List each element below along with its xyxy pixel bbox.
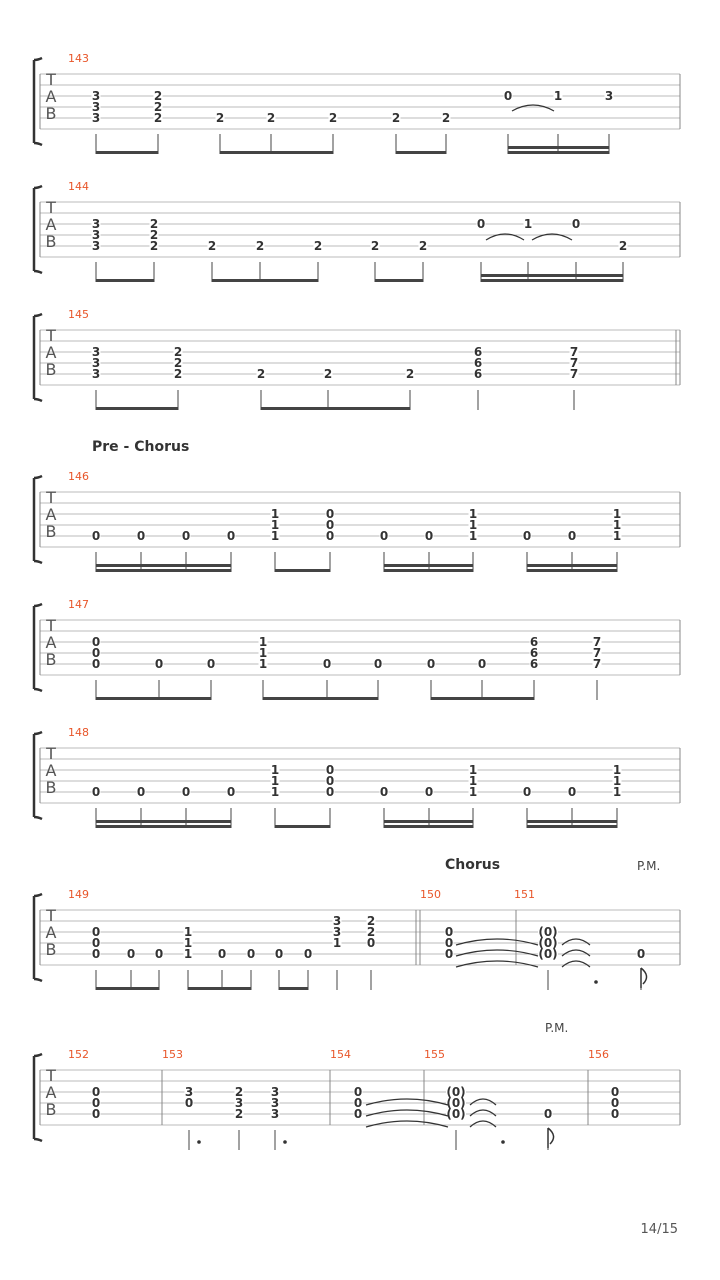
tab-clef-letter: B: [45, 104, 57, 123]
fret-number: 2: [266, 111, 276, 125]
bar-number: 150: [420, 888, 441, 901]
note-beam: [396, 151, 446, 154]
tab-clef-letter: T: [46, 906, 56, 925]
note-beam: [96, 697, 211, 700]
fret-number: 1: [612, 785, 622, 799]
fret-number: 3: [91, 356, 101, 370]
fret-number: 3: [91, 89, 101, 103]
fret-number: 1: [468, 529, 478, 543]
fret-number: 0: [610, 1085, 620, 1099]
fret-number: 1: [332, 936, 342, 950]
dot-rhythm: [197, 1140, 201, 1144]
fret-number: 0: [444, 947, 454, 961]
bar-number: 155: [424, 1048, 445, 1061]
fret-number: 0: [522, 785, 532, 799]
fret-number: 0: [571, 217, 581, 231]
system-bracket: [34, 894, 42, 981]
fret-number: 6: [529, 657, 539, 671]
bar-number: 145: [68, 308, 89, 321]
system-bracket: [34, 1054, 42, 1141]
fret-number: 1: [523, 217, 533, 231]
tab-clef-letter: B: [45, 1100, 57, 1119]
tab-clef-letter: A: [45, 87, 57, 106]
note-beam: [384, 825, 473, 828]
palm-mute-label: P.M.: [637, 859, 661, 873]
tie-arc: [562, 961, 590, 967]
fret-number: 2: [207, 239, 217, 253]
note-beam: [96, 820, 231, 823]
fret-number: 0: [424, 785, 434, 799]
fret-number: 0: [424, 529, 434, 543]
dot-rhythm: [594, 980, 598, 984]
fret-number: 7: [592, 646, 602, 660]
note-beam: [384, 564, 473, 567]
fret-number: 0: [91, 925, 101, 939]
fret-number: 0: [184, 1096, 194, 1110]
tie-arc: [470, 1121, 496, 1127]
dot-rhythm: [501, 1140, 505, 1144]
fret-number: (0): [446, 1107, 466, 1121]
dot-rhythm: [283, 1140, 287, 1144]
fret-number: 1: [612, 507, 622, 521]
fret-number: 2: [153, 100, 163, 114]
note-beam: [384, 569, 473, 572]
system-bracket: [34, 732, 42, 819]
note-beam: [508, 146, 609, 149]
fret-number: 2: [256, 367, 266, 381]
tie-arc: [470, 1099, 496, 1105]
fret-number: 0: [91, 1096, 101, 1110]
fret-number: 1: [183, 936, 193, 950]
fret-number: 0: [226, 785, 236, 799]
fret-number: 0: [610, 1096, 620, 1110]
fret-number: 0: [366, 936, 376, 950]
tab-clef-letter: A: [45, 761, 57, 780]
tab-clef-letter: T: [46, 1066, 56, 1085]
fret-number: 2: [173, 356, 183, 370]
bar-number: 149: [68, 888, 89, 901]
fret-number: 3: [91, 217, 101, 231]
system-bracket: [34, 604, 42, 691]
tie-arc: [562, 950, 590, 956]
note-beam: [384, 820, 473, 823]
tie-arc: [562, 939, 590, 945]
fret-number: 0: [444, 936, 454, 950]
system-bracket: [34, 476, 42, 563]
fret-number: 0: [322, 657, 332, 671]
fret-number: 1: [258, 646, 268, 660]
fret-number: 0: [181, 529, 191, 543]
fret-number: 0: [476, 217, 486, 231]
system-bracket: [34, 314, 42, 401]
fret-number: 7: [569, 345, 579, 359]
tie-arc: [366, 1110, 448, 1116]
tie-arc: [456, 950, 538, 956]
fret-number: 0: [274, 947, 284, 961]
fret-number: 2: [323, 367, 333, 381]
fret-number: 0: [353, 1085, 363, 1099]
fret-number: 2: [153, 111, 163, 125]
fret-number: 0: [567, 529, 577, 543]
note-beam: [96, 151, 158, 154]
tab-clef-letter: B: [45, 940, 57, 959]
fret-number: 2: [366, 925, 376, 939]
fret-number: 1: [468, 785, 478, 799]
fret-number: 6: [529, 646, 539, 660]
bar-number: 151: [514, 888, 535, 901]
fret-number: 1: [612, 518, 622, 532]
fret-number: 2: [391, 111, 401, 125]
fret-number: 1: [258, 657, 268, 671]
fret-number: 7: [592, 635, 602, 649]
fret-number: 0: [503, 89, 513, 103]
tab-system: [34, 476, 680, 572]
fret-number: 0: [325, 507, 335, 521]
fret-number: 2: [418, 239, 428, 253]
palm-mute-label: P.M.: [545, 1021, 569, 1035]
fret-number: 3: [270, 1096, 280, 1110]
tab-clef-letter: A: [45, 215, 57, 234]
note-beam: [96, 564, 231, 567]
tab-clef-letter: B: [45, 232, 57, 251]
tab-system: [34, 732, 680, 828]
fret-number: 1: [612, 774, 622, 788]
tab-clef-letter: A: [45, 505, 57, 524]
tab-clef-letter: B: [45, 778, 57, 797]
fret-number: 2: [255, 239, 265, 253]
tie-arc: [512, 105, 554, 111]
fret-number: (0): [538, 947, 558, 961]
note-beam: [263, 697, 378, 700]
tab-system: [34, 604, 680, 700]
note-beam: [527, 564, 617, 567]
bar-number: 144: [68, 180, 89, 193]
system-bracket: [34, 186, 42, 273]
tie-arc: [470, 1110, 496, 1116]
fret-number: 3: [91, 100, 101, 114]
note-beam: [212, 279, 318, 282]
note-flag: [548, 1128, 554, 1148]
fret-number: (0): [538, 936, 558, 950]
fret-number: 2: [149, 239, 159, 253]
fret-number: 0: [136, 785, 146, 799]
fret-number: 0: [373, 657, 383, 671]
fret-number: 0: [379, 529, 389, 543]
fret-number: 0: [325, 785, 335, 799]
note-beam: [527, 569, 617, 572]
fret-number: 0: [181, 785, 191, 799]
fret-number: 0: [136, 529, 146, 543]
note-flag: [641, 968, 647, 988]
fret-number: 0: [154, 947, 164, 961]
fret-number: 1: [612, 763, 622, 777]
fret-number: (0): [446, 1085, 466, 1099]
tie-arc: [456, 961, 538, 967]
tab-system: [34, 314, 680, 410]
note-beam: [375, 279, 423, 282]
note-beam: [96, 987, 159, 990]
fret-number: 0: [636, 947, 646, 961]
tab-clef-letter: A: [45, 1083, 57, 1102]
fret-number: 1: [270, 518, 280, 532]
fret-number: 0: [325, 518, 335, 532]
fret-number: 0: [91, 936, 101, 950]
fret-number: 3: [91, 367, 101, 381]
fret-number: 1: [183, 925, 193, 939]
tab-clef-letter: T: [46, 70, 56, 89]
fret-number: 1: [270, 763, 280, 777]
fret-number: 1: [270, 529, 280, 543]
fret-number: 1: [270, 774, 280, 788]
tab-clef-letter: B: [45, 650, 57, 669]
tab-clef-letter: B: [45, 360, 57, 379]
fret-number: 1: [258, 635, 268, 649]
tab-clef-letter: T: [46, 616, 56, 635]
tie-arc: [366, 1121, 448, 1127]
note-beam: [481, 279, 623, 282]
fret-number: (0): [446, 1096, 466, 1110]
fret-number: 3: [332, 925, 342, 939]
fret-number: 2: [618, 239, 628, 253]
bar-number: 148: [68, 726, 89, 739]
fret-number: 3: [604, 89, 614, 103]
fret-number: 0: [567, 785, 577, 799]
fret-number: 2: [366, 914, 376, 928]
fret-number: 0: [91, 947, 101, 961]
tab-system: [34, 58, 680, 154]
fret-number: 3: [184, 1085, 194, 1099]
fret-number: 0: [426, 657, 436, 671]
fret-number: 3: [91, 345, 101, 359]
fret-number: 7: [569, 356, 579, 370]
note-beam: [431, 697, 534, 700]
fret-number: 1: [468, 507, 478, 521]
note-beam: [96, 825, 231, 828]
fret-number: 0: [246, 947, 256, 961]
fret-number: 6: [473, 345, 483, 359]
fret-number: 1: [468, 763, 478, 777]
fret-number: 2: [173, 367, 183, 381]
tab-system: [34, 186, 680, 282]
section-label-pre-chorus: Pre - Chorus: [92, 439, 190, 455]
tab-clef-letter: A: [45, 343, 57, 362]
fret-number: (0): [538, 925, 558, 939]
fret-number: 0: [477, 657, 487, 671]
note-beam: [96, 407, 178, 410]
fret-number: 0: [379, 785, 389, 799]
fret-number: 0: [353, 1107, 363, 1121]
bar-number: 153: [162, 1048, 183, 1061]
fret-number: 1: [468, 774, 478, 788]
fret-number: 0: [353, 1096, 363, 1110]
fret-number: 2: [328, 111, 338, 125]
fret-number: 1: [553, 89, 563, 103]
fret-number: 0: [303, 947, 313, 961]
fret-number: 2: [215, 111, 225, 125]
note-beam: [508, 151, 609, 154]
fret-number: 3: [91, 111, 101, 125]
tab-clef-letter: T: [46, 198, 56, 217]
section-label-chorus: Chorus: [445, 857, 501, 873]
tab-clef-letter: T: [46, 326, 56, 345]
fret-number: 2: [370, 239, 380, 253]
bar-number: 152: [68, 1048, 89, 1061]
tie-arc: [366, 1099, 448, 1105]
fret-number: 0: [91, 785, 101, 799]
fret-number: 0: [154, 657, 164, 671]
tie-arc: [456, 939, 538, 945]
fret-number: 6: [473, 356, 483, 370]
fret-number: 3: [234, 1096, 244, 1110]
note-beam: [96, 569, 231, 572]
fret-number: 3: [332, 914, 342, 928]
page-number: 14/15: [640, 1222, 678, 1237]
note-beam: [188, 987, 251, 990]
fret-number: 2: [234, 1107, 244, 1121]
note-beam: [220, 151, 333, 154]
fret-number: 0: [91, 529, 101, 543]
fret-number: 0: [91, 657, 101, 671]
fret-number: 0: [610, 1107, 620, 1121]
fret-number: 2: [405, 367, 415, 381]
note-beam: [527, 820, 617, 823]
fret-number: 0: [91, 1107, 101, 1121]
note-beam: [96, 279, 154, 282]
note-beam: [481, 274, 623, 277]
fret-number: 2: [441, 111, 451, 125]
fret-number: 0: [325, 763, 335, 777]
fret-number: 0: [91, 635, 101, 649]
fret-number: 7: [569, 367, 579, 381]
note-beam: [275, 825, 330, 828]
fret-number: 0: [226, 529, 236, 543]
system-bracket: [34, 58, 42, 145]
note-beam: [275, 569, 330, 572]
fret-number: 0: [206, 657, 216, 671]
fret-number: 0: [91, 1085, 101, 1099]
bar-number: 156: [588, 1048, 609, 1061]
fret-number: 7: [592, 657, 602, 671]
tab-clef-letter: B: [45, 522, 57, 541]
fret-number: 2: [149, 228, 159, 242]
fret-number: 0: [91, 646, 101, 660]
note-beam: [527, 825, 617, 828]
tab-clef-letter: T: [46, 488, 56, 507]
fret-number: 3: [91, 239, 101, 253]
fret-number: 1: [270, 785, 280, 799]
fret-number: 3: [91, 228, 101, 242]
fret-number: 2: [173, 345, 183, 359]
fret-number: 0: [126, 947, 136, 961]
note-beam: [279, 987, 308, 990]
note-beam: [261, 407, 410, 410]
fret-number: 1: [468, 518, 478, 532]
bar-number: 146: [68, 470, 89, 483]
tab-clef-letter: A: [45, 633, 57, 652]
tab-system: [34, 894, 680, 990]
tab-clef-letter: T: [46, 744, 56, 763]
bar-number: 147: [68, 598, 89, 611]
fret-number: 2: [153, 89, 163, 103]
fret-number: 0: [217, 947, 227, 961]
fret-number: 2: [149, 217, 159, 231]
fret-number: 2: [234, 1085, 244, 1099]
fret-number: 0: [325, 529, 335, 543]
fret-number: 0: [543, 1107, 553, 1121]
fret-number: 1: [183, 947, 193, 961]
fret-number: 0: [325, 774, 335, 788]
bar-number: 154: [330, 1048, 351, 1061]
fret-number: 3: [270, 1107, 280, 1121]
fret-number: 0: [444, 925, 454, 939]
tab-clef-letter: A: [45, 923, 57, 942]
fret-number: 0: [522, 529, 532, 543]
fret-number: 1: [612, 529, 622, 543]
fret-number: 6: [529, 635, 539, 649]
bar-number: 143: [68, 52, 89, 65]
fret-number: 2: [313, 239, 323, 253]
fret-number: 1: [270, 507, 280, 521]
fret-number: 6: [473, 367, 483, 381]
fret-number: 3: [270, 1085, 280, 1099]
